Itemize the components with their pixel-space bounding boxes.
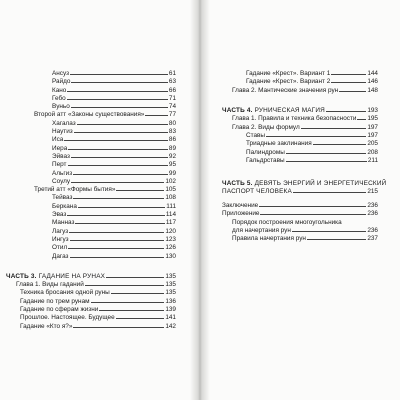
toc-entry: Гадание «Крест». Вариант 2 146 (246, 78, 378, 86)
toc-entry: Глава 1. Виды гаданий 135 (16, 281, 176, 289)
toc-entry: Глава 2. Мантические значения рун 148 (232, 86, 378, 94)
toc-entry: Тейваз 108 (52, 194, 176, 202)
toc-entry: Гадание по сферам жизни 139 (20, 306, 176, 314)
toc-entry: для начертания рун 236 (232, 227, 378, 235)
toc-entry: Альгиз 99 (52, 169, 176, 177)
toc-entry: Манназ 117 (52, 219, 176, 227)
toc-entry: Гебо 71 (52, 94, 176, 102)
toc-entry: Эйваз 92 (52, 152, 176, 160)
toc-entry: Правила начертания рун 237 (232, 235, 378, 243)
toc-entry: Ингуз 123 (52, 235, 176, 243)
toc-entry: Эваз 114 (52, 211, 176, 219)
toc-entry: Палиндромы 208 (246, 148, 378, 156)
toc-entry: Третий атт «Формы бытия» 105 (34, 186, 176, 194)
toc-entry: Отил 126 (52, 244, 176, 252)
toc-entry: Второй атт «Законы существования» 77 (34, 111, 176, 119)
toc-entry: Дагаз 130 (52, 252, 176, 260)
spacer (222, 165, 378, 173)
toc-entry: Заключение 236 (222, 202, 378, 210)
toc-entry: Перт 95 (52, 161, 176, 169)
toc-entry: Ставы 197 (246, 132, 378, 140)
toc-entry: Лагуз 120 (52, 227, 176, 235)
toc-entry: Соулу 102 (52, 177, 176, 185)
spacer (6, 261, 176, 273)
toc-entry: Наутиз 83 (52, 128, 176, 136)
toc-entry: Глава 2. Виды формул 197 (232, 123, 378, 131)
toc-entry: Гадание по трем рунам 136 (20, 297, 176, 305)
toc-part-4: ЧАСТЬ 4. РУНИЧЕСКАЯ МАГИЯ 193 (222, 107, 378, 115)
spacer (222, 95, 378, 103)
toc-entry: Глава 1. Правила и техника безопасности 195 (232, 115, 378, 123)
book-gutter (190, 0, 210, 400)
toc-entry: Хагалаз 80 (52, 119, 176, 127)
toc-entry: Гальдрставы 211 (246, 156, 378, 164)
toc-entry: Райдо 63 (52, 78, 176, 86)
toc-part-5-line2: ПАСПОРТ ЧЕЛОВЕКА 215 (222, 187, 378, 195)
toc-part-5: ЧАСТЬ 5. ДЕВЯТЬ ЭНЕРГИЙ И ЭНЕРГЕТИЧЕСКИЙ (222, 179, 387, 187)
left-toc (6, 70, 176, 331)
toc-part-3: ЧАСТЬ 3. ГАДАНИЕ НА РУНАХ 135 (6, 272, 176, 280)
toc-entry: Порядок построения многоугольника (232, 218, 342, 226)
toc-entry: Кано 66 (52, 86, 176, 94)
toc-entry: Иера 89 (52, 144, 176, 152)
toc-entry: Иса 86 (52, 136, 176, 144)
toc-entry: Ансуз 61 (52, 70, 176, 77)
toc-entry: Триадные заклинания 205 (246, 140, 378, 148)
toc-entry: Техника бросания одной руны 135 (20, 289, 176, 297)
right-toc (222, 70, 387, 244)
toc-entry: Гадание «Крест». Вариант 1 144 (246, 70, 378, 77)
toc-entry: Приложение 236 (222, 210, 378, 218)
toc-entry: Прошлое. Настоящее. Будущее 141 (20, 314, 176, 322)
toc-entry: Беркана 111 (52, 202, 176, 210)
toc-entry: Гадание «Кто я?» 142 (20, 322, 176, 330)
toc-entry: Вуньо 74 (52, 103, 176, 111)
